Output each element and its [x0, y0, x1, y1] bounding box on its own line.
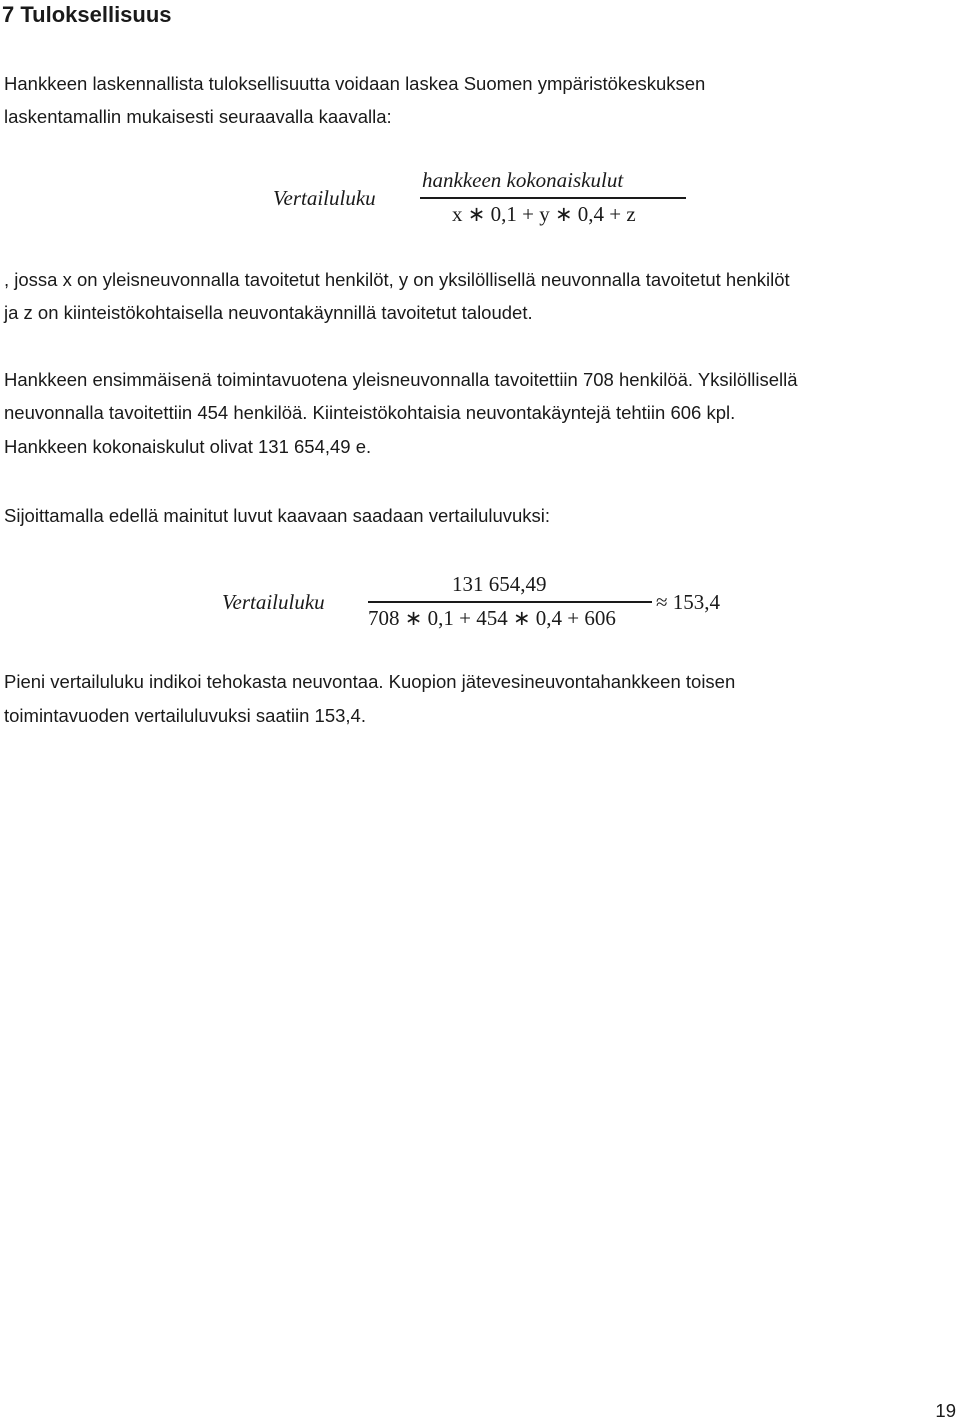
- paragraph-line: , jossa x on yleisneuvonnalla tavoitetut henkilöt, y on yksilöllisellä neuvonnalla tavoitetut henkilöt: [4, 269, 790, 290]
- formula-result: ≈ 153,4: [656, 590, 721, 614]
- formula-lhs: Vertailuluku: [273, 186, 376, 210]
- paragraph-line: toimintavuoden vertailuluvuksi saatiin 153,4.: [4, 705, 366, 726]
- paragraph-line: Hankkeen ensimmäisenä toimintavuotena yleisneuvonnalla tavoitettiin 708 henkilöä. Yksilöllisellä: [4, 369, 798, 390]
- section-heading: 7 Tuloksellisuus: [2, 2, 172, 27]
- formula-denominator: 708 ∗ 0,1 + 454 ∗ 0,4 + 606: [368, 606, 616, 630]
- page-number: 19: [935, 1400, 956, 1421]
- formula-lhs: Vertailuluku: [222, 590, 325, 614]
- formula-numerator: hankkeen kokonaiskulut: [422, 168, 624, 192]
- formula-numerator: 131 654,49: [452, 572, 547, 596]
- paragraph-line: Sijoittamalla edellä mainitut luvut kaavaan saadaan vertailuluvuksi:: [4, 505, 551, 526]
- paragraph-line: neuvonnalla tavoitettiin 454 henkilöä. Kiinteistökohtaisia neuvontakäyntejä tehtiin 606 kpl.: [4, 402, 736, 423]
- paragraph-line: ja z on kiinteistökohtaisella neuvontakäynnillä tavoitetut taloudet.: [4, 302, 533, 323]
- fraction-bar: [368, 601, 652, 603]
- paragraph-line: Hankkeen kokonaiskulut olivat 131 654,49 e.: [4, 436, 372, 457]
- formula-denominator: x ∗ 0,1 + y ∗ 0,4 + z: [452, 202, 636, 226]
- paragraph-line: Pieni vertailuluku indikoi tehokasta neuvontaa. Kuopion jätevesineuvontahankkeen toisen: [4, 671, 736, 692]
- paragraph-line: Hankkeen laskennallista tuloksellisuutta voidaan laskea Suomen ympäristökeskuksen: [4, 73, 706, 94]
- paragraph-line: laskentamallin mukaisesti seuraavalla kaavalla:: [4, 106, 392, 127]
- fraction-bar: [420, 197, 686, 199]
